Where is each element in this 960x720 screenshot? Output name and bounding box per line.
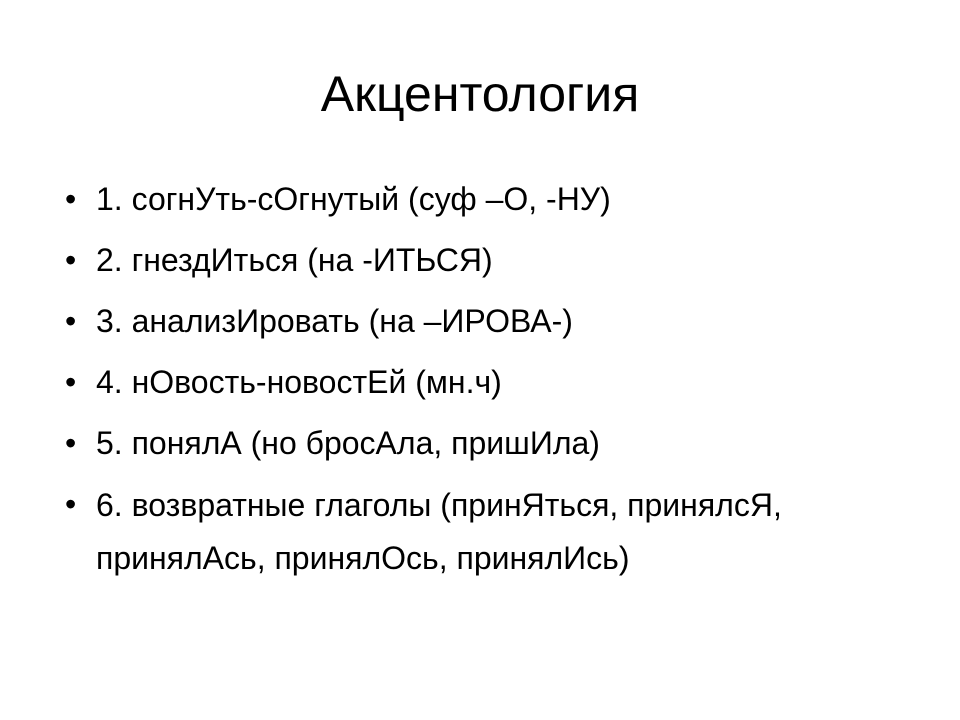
bullet-icon: • [65,242,77,278]
bullet-icon: • [65,303,77,339]
bullet-item [60,235,920,285]
slide-title: Акцентология [320,66,640,122]
bullet-text: 6. возвратные глаголы (принЯться, принялсЯ, принялАсь, принялОсь, принялИсь) [96,487,782,576]
bullet-item [60,418,920,468]
bullet-list [60,174,920,585]
bullet-text: 4. нОвость-новостЕй (мн.ч) [96,364,502,400]
bullet-text: 5. понялА (но бросАла, пришИла) [96,425,600,461]
bullet-text: 1. согнУть-сОгнутый (суф –О, -НУ) [96,181,611,217]
bullet-text: 2. гнездИться (на -ИТЬСЯ) [96,242,493,278]
bullet-item [60,296,920,346]
bullet-icon: • [65,181,77,217]
bullet-icon: • [65,364,77,400]
bullet-icon: • [65,486,77,522]
bullet-item [60,479,920,585]
bullet-item [60,357,920,407]
bullet-icon: • [65,425,77,461]
bullet-text: 3. анализИровать (на –ИРОВА-) [96,303,573,339]
bullet-item [60,174,920,224]
